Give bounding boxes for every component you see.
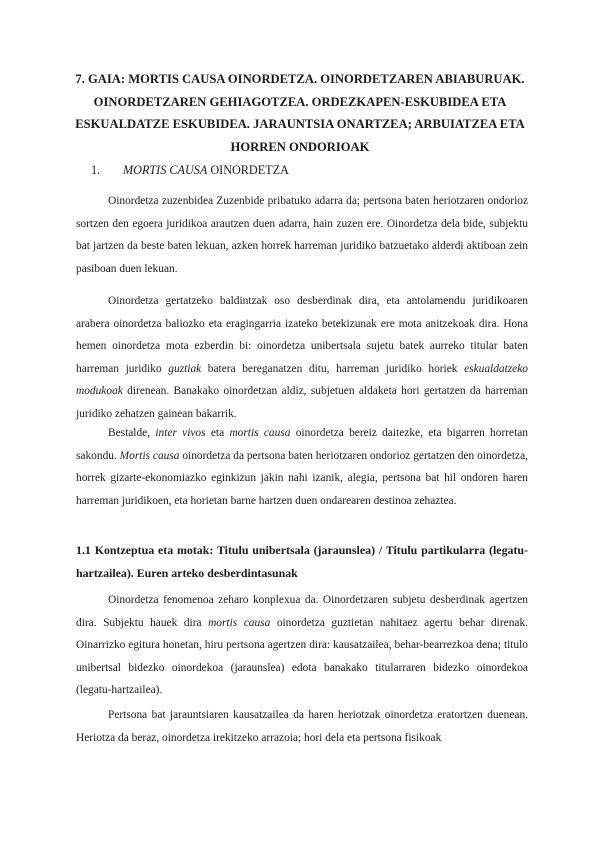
paragraph-3	[76, 422, 528, 512]
paragraph-4	[76, 589, 528, 702]
paragraph-3-italic-inter-vivos: inter vivos	[155, 427, 206, 439]
paragraph-3-text-g: oinordetza da pertsona baten heriotzaren ondorioz gertatzen den oinordetza, horrek gizarte-ekonomiazko eginkizun jakin nahi izanik, alegia, pertsona bat hil ondoren haren harreman juridikoen, eta horietan barne hartzen duen ondarearen destinoa zehaztea.	[76, 449, 529, 507]
paragraph-3-italic-mortis-causa-2: Mortis causa	[119, 449, 180, 462]
paragraph-2-italic-guztiak: guztiak	[168, 362, 202, 375]
section-1-title-rest: OINORDETZA	[207, 163, 289, 177]
section-1-title-italic: MORTIS CAUSA	[123, 163, 208, 177]
chapter-title: 7. GAIA: MORTIS CAUSA OINORDETZA. OINORDETZAREN ABIABURUAK. OINORDETZAREN GEHIAGOTZEA. ORDEZKAPEN-ESKUBIDEA ETA ESKUALDATZE ESKUBIDEA. JARAUNTSIA ONARTZEA; ARBUIATZEA ETA HORREN ONDORIOAK	[75, 72, 525, 154]
paragraph-4-text-c: oinordetza guztietan nahitaez agertu behar direnak. Oinarrizko egitura honetan, hiru pertsona agertzen dira: kausatzailea, behar-bearrezkoa dena; titulo unibertsal bidezko oinordekoa (jaraunslea) edota banakako titularraren bidezko oinordekoa (legatu-hartzailea).	[76, 616, 528, 697]
paragraph-4-text-a: Oinordetza fenomenoa zeharo konplexua da. Oinordetzaren subjetu desberdinak agertzen dira. Subjektu hauek dira	[76, 594, 528, 629]
section-1-number: 1.	[91, 163, 101, 177]
paragraph-2-italic-eskualdatzeko: eskualdatzeko modukoak	[76, 362, 528, 398]
section-1-1-heading: 1.1 Kontzeptua eta motak: Titulu unibertsala (jaraunslea) / Titulu partikularra (legatu-hartzailea). Euren arteko desberdintasunak	[76, 543, 528, 580]
paragraph-3-text-e: oinordetza bereiz daitezke, eta bigarren horretan sakondu.	[76, 427, 528, 462]
paragraph-2-text-c: batera bereganatzen ditu, harreman juridiko horiek	[201, 362, 465, 375]
paragraph-3-text-c: eta	[205, 427, 230, 439]
section-1-heading	[91, 163, 289, 178]
paragraph-2	[76, 290, 528, 426]
paragraph-3-text-a: Bestalde,	[108, 427, 156, 439]
paragraph-2-text-a: Oinordetza gertatzeko baldintzak oso desberdinak dira, eta antolamendu juridikoaren arabera oinordetza baliozko eta eragingarria izateko betekizunak ere mota anitzekoak dira. Hona hemen oinordetza mota ezberdin bi: oinordetza unibertsala sujetu batek aurreko titular baten harreman juridiko	[76, 295, 528, 375]
paragraph-2-text-e: direnean. Banakako oinordetzan aldiz, subjetuen aldaketa hori gertatzen da harreman juridiko zehatzen gainean bakarrik.	[76, 385, 528, 420]
paragraph-4-italic-mortis-causa: mortis causa	[208, 616, 271, 629]
paragraph-5: Pertsona bat jarauntsiaren kausatzailea da haren heriotzak oinordetza eratortzen duenean. Heriotza da beraz, oinordetza irekitzeko arrazoia; hori dela eta pertsona fisikoak	[76, 709, 528, 744]
paragraph-3-italic-mortis-causa: mortis causa	[229, 427, 291, 439]
paragraph-1: Oinordetza zuzenbidea Zuzenbide pribatuko adarra da; pertsona baten heriotzaren ondorioz sortzen den egoera juridikoa arautzen duen adarra, hain zuzen ere. Oinordetza dela bide, subjektu bat jartzen da beste baten lekuan, azken horrek harreman juridiko batzuetako alderdi aktiboan zein pasiboan duen lekuan.	[76, 195, 528, 275]
